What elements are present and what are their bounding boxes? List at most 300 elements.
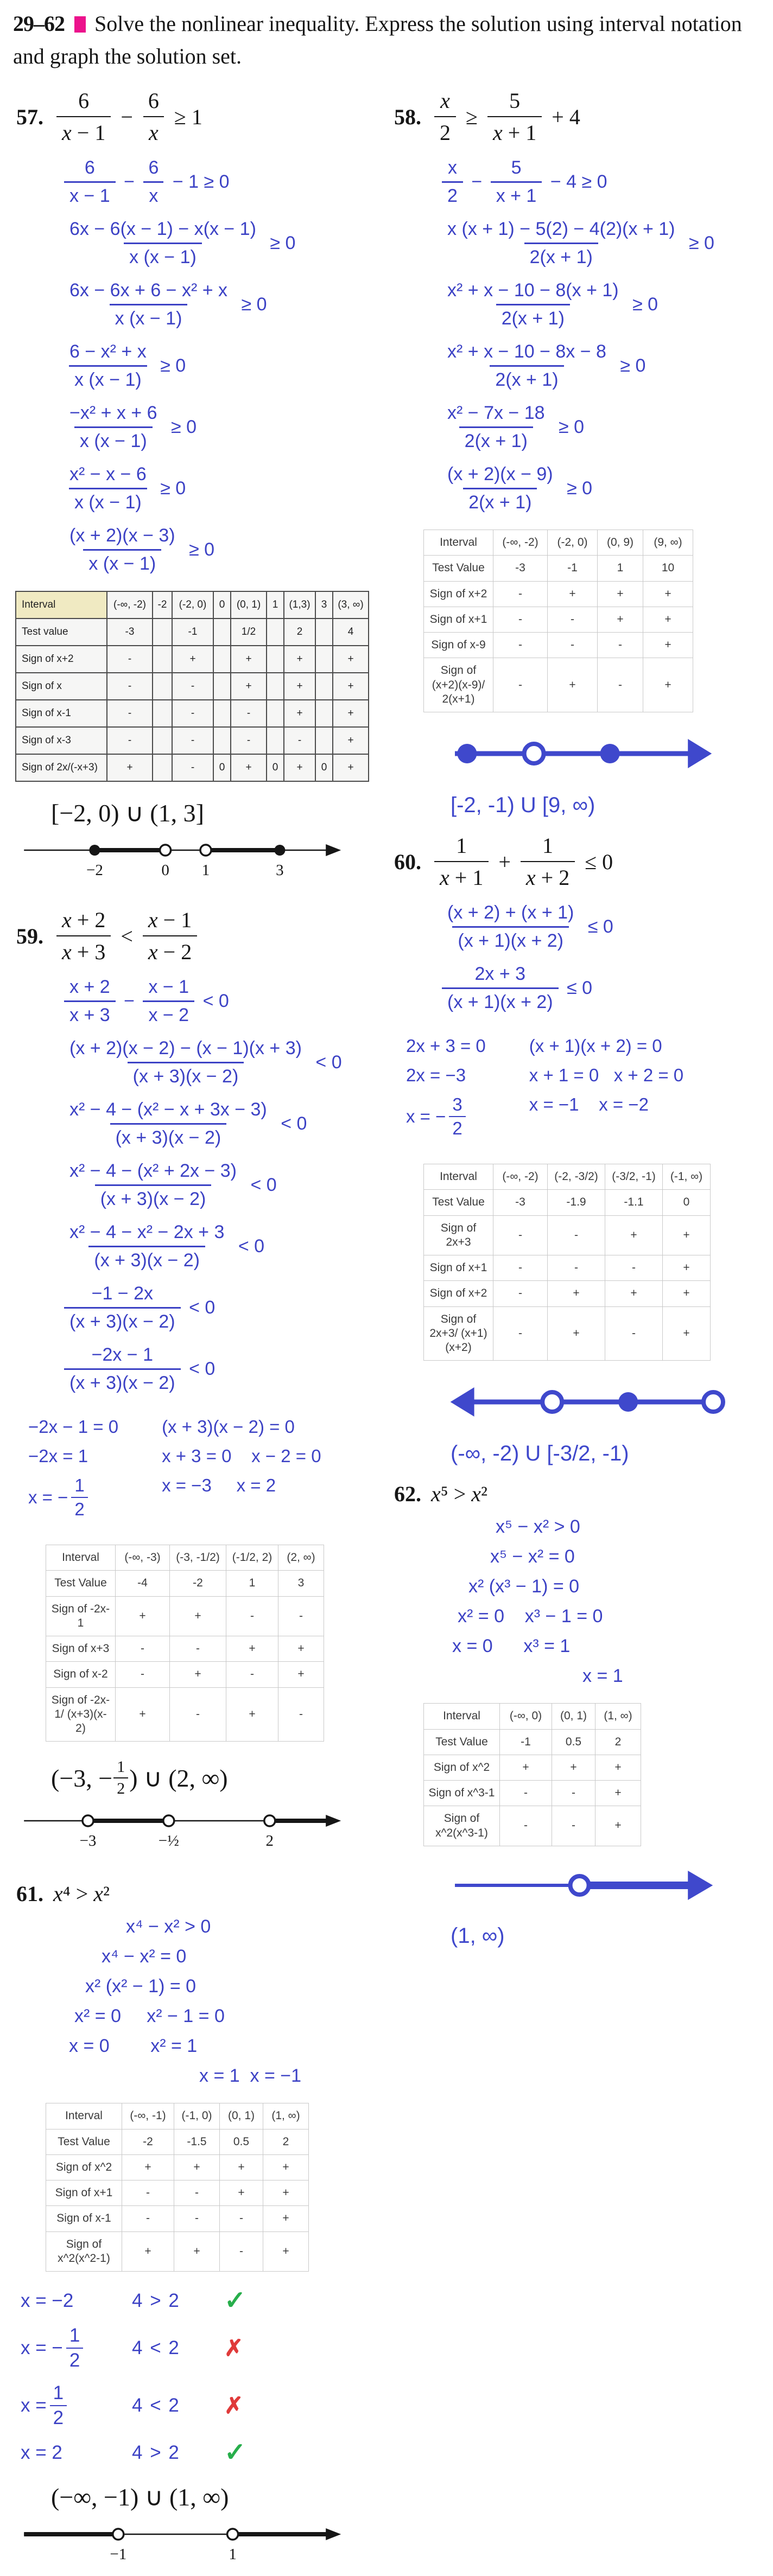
table-row-label: Interval (424, 1164, 493, 1190)
number-line (440, 731, 762, 786)
solution-interval (451, 1442, 762, 1466)
table-cell: - (107, 646, 153, 673)
sign-table (46, 2103, 309, 2272)
fraction (442, 280, 624, 329)
sign-table-wrap (13, 1545, 380, 1742)
table-cell: + (663, 1281, 711, 1306)
fraction-numerator: 5 (509, 88, 521, 113)
table-cell (267, 673, 284, 700)
math-text: (x + 1)(x + 2) = 0 (529, 1036, 662, 1056)
table-cell: - (598, 633, 643, 658)
table-cell (267, 619, 284, 646)
work-step (61, 280, 380, 329)
table-row-label: Sign of x+2 (424, 1281, 493, 1306)
problem-58 (391, 88, 762, 818)
table-cell (153, 754, 172, 781)
problem-statement (394, 88, 762, 145)
tick-label: 1 (229, 2546, 237, 2563)
table-cell: + (643, 581, 693, 607)
table-row (16, 700, 369, 727)
math-text: x = − (21, 2337, 63, 2358)
table-cell: - (284, 727, 315, 754)
table-cell: + (263, 2206, 309, 2231)
math-text: x = −1 x = −2 (529, 1094, 649, 1114)
table-cell: -2 (170, 1571, 226, 1596)
table-cell: - (172, 727, 213, 754)
sign-table-wrap (13, 591, 380, 782)
table-cell: (-3/2, -1) (605, 1164, 663, 1190)
fraction-numerator: (x + 2)(x − 2) − (x − 1)(x + 3) (69, 1038, 302, 1059)
table-cell: -1.9 (548, 1190, 605, 1215)
table-cell: (-∞, -2) (107, 591, 153, 619)
table-cell: + (548, 1306, 605, 1361)
table-cell: + (284, 673, 315, 700)
zero-solving-right (529, 1027, 683, 1147)
table-cell: + (598, 581, 643, 607)
fraction (64, 280, 233, 329)
table-row-label: Sign of x^2(x^2-1) (46, 2231, 122, 2272)
check-test-value (21, 2442, 132, 2464)
number-line-svg (21, 2517, 357, 2573)
handwritten-work (13, 977, 380, 1394)
fraction-denominator: (x + 3)(x − 2) (64, 1368, 181, 1394)
fraction (64, 157, 116, 207)
table-row (16, 646, 369, 673)
table-cell: -2 (122, 2129, 174, 2154)
table-cell (267, 646, 284, 673)
table-cell: - (107, 727, 153, 754)
math-text: x = −2 (21, 2290, 74, 2311)
table-cell: + (548, 658, 598, 712)
table-row-label: Sign of x+1 (46, 2180, 122, 2206)
work-step (439, 403, 762, 452)
math-text: x⁴ − x² > 0 (126, 1916, 211, 1937)
math-text: −2x − 1 = 0 (28, 1417, 119, 1437)
fraction-numerator: x + 2 (62, 908, 106, 932)
table-cell: - (231, 727, 267, 754)
work-step (199, 2065, 380, 2087)
fraction (521, 833, 575, 890)
math-text: x + 3 = 0 x − 2 = 0 (162, 1446, 321, 1466)
fraction-denominator: (x + 3)(x − 2) (110, 1123, 227, 1149)
fraction (442, 464, 559, 513)
math-text: ≥ 0 (614, 355, 646, 376)
math-text: − (121, 104, 133, 129)
table-row-label: Sign of 2x+3/ (x+1)(x+2) (424, 1306, 493, 1361)
math-text: ≥ 0 (627, 294, 658, 315)
table-cell: (-∞, 0) (500, 1704, 552, 1729)
table-row (424, 1255, 711, 1281)
table-cell: - (226, 1596, 278, 1636)
table-cell: + (333, 700, 369, 727)
math-text: ≤ 0 (585, 849, 613, 874)
check-comparison: 4 > 2 (132, 2442, 180, 2463)
math-text: [-2, -1) U [9, ∞) (451, 793, 595, 817)
table-cell: + (170, 1596, 226, 1636)
table-row (424, 1755, 641, 1780)
table-cell: 0 (663, 1190, 711, 1215)
handwritten-work (391, 902, 762, 1013)
work-step (61, 1344, 380, 1394)
work-step (74, 2006, 380, 2027)
exercise-range: 29–62 (13, 11, 65, 36)
fraction-numerator: x (447, 157, 457, 178)
math-text: x = − (406, 1106, 446, 1126)
table-cell: 2 (595, 1729, 641, 1755)
table-cell: - (493, 633, 548, 658)
table-cell: - (548, 1255, 605, 1281)
table-cell: - (116, 1636, 170, 1662)
check-test-value (21, 2325, 132, 2371)
table-cell: + (226, 1636, 278, 1662)
work-step (61, 525, 380, 575)
table-row-label: Interval (46, 2103, 122, 2129)
verification-row (21, 2288, 380, 2314)
table-row-label: Sign of x (16, 673, 107, 700)
zero-solving-left (28, 1408, 118, 1528)
table-cell: -1 (500, 1729, 552, 1755)
table-row (424, 1281, 711, 1306)
cross-icon: ✗ (224, 2335, 244, 2361)
table-row (16, 673, 369, 700)
fraction (442, 964, 559, 1013)
fraction-numerator: 6x − 6(x − 1) − x(x − 1) (69, 219, 256, 239)
table-cell: 1 (267, 591, 284, 619)
fraction (64, 1161, 242, 1210)
table-row (16, 591, 369, 619)
fraction-numerator: (x + 2)(x − 9) (447, 464, 553, 484)
table-row-label: Interval (46, 1545, 116, 1571)
fraction (449, 1094, 465, 1139)
table-cell: - (500, 1781, 552, 1806)
table-row (46, 1662, 324, 1687)
math-text: ≥ 0 (155, 355, 186, 376)
fraction (442, 157, 463, 207)
math-text: ≥ 0 (155, 478, 186, 499)
fraction-denominator: x − 1 (56, 116, 111, 145)
table-row (46, 1687, 324, 1742)
verification-row (21, 2440, 380, 2466)
math-text: ≤ 0 (561, 978, 593, 998)
tick-label: 1 (201, 862, 210, 879)
fraction-denominator: x + 3 (64, 1000, 116, 1026)
table-cell: - (220, 2206, 263, 2231)
fraction-denominator: x (x − 1) (83, 549, 161, 575)
fraction-denominator: x + 1 (434, 861, 489, 890)
fraction-numerator: x² + x − 10 − 8x − 8 (447, 341, 606, 362)
table-cell: (1, ∞) (263, 2103, 309, 2129)
solution-interval (51, 2482, 380, 2511)
math-text: (x + 3)(x − 2) = 0 (162, 1417, 295, 1437)
fraction (143, 977, 194, 1026)
work-step (439, 219, 762, 268)
table-cell: + (598, 607, 643, 632)
fraction (71, 1475, 87, 1520)
table-cell: + (174, 2231, 220, 2272)
sign-table-wrap (391, 530, 762, 712)
sign-table (46, 1545, 324, 1742)
table-cell: + (548, 1281, 605, 1306)
table-row (46, 2129, 309, 2154)
table-cell: + (643, 633, 693, 658)
table-cell: - (116, 1662, 170, 1687)
work-step (126, 1916, 380, 1937)
fraction (64, 403, 163, 452)
fraction-denominator: x − 2 (143, 1000, 194, 1026)
table-cell: (-2, -3/2) (548, 1164, 605, 1190)
solution-interval (51, 1758, 380, 1798)
fraction-denominator: x + 1 (487, 116, 542, 145)
table-cell: 0 (213, 754, 231, 781)
table-row-label: Sign of x+1 (424, 1255, 493, 1281)
fraction-numerator: −2x − 1 (91, 1344, 154, 1365)
work-step (61, 1038, 380, 1087)
table-cell: + (107, 754, 153, 781)
table-cell: - (170, 1687, 226, 1742)
table-row-label: Sign of x-9 (424, 633, 493, 658)
fraction-denominator: x (x − 1) (124, 243, 202, 268)
table-cell: 0 (267, 754, 284, 781)
table-cell: + (605, 1215, 663, 1255)
table-row-label: Test Value (46, 2129, 122, 2154)
open-point (264, 1815, 275, 1826)
open-point (227, 2529, 238, 2540)
problem-62 (391, 1481, 762, 1948)
fraction-numerator: 1 (53, 2382, 64, 2403)
fraction-numerator: x + 2 (69, 977, 110, 997)
arrow-right-icon (688, 739, 712, 768)
work-step (496, 1516, 762, 1538)
fraction (56, 88, 111, 145)
table-cell: (0, 9) (598, 530, 643, 556)
fraction-denominator: 2 (66, 2348, 83, 2371)
table-row (16, 754, 369, 781)
table-row-label: Interval (424, 1704, 500, 1729)
fraction-numerator: x − 1 (148, 977, 189, 997)
table-cell: + (552, 1755, 595, 1780)
table-row-label: Interval (424, 530, 493, 556)
fraction-denominator: (x + 3)(x − 2) (95, 1184, 212, 1210)
fraction-denominator: 2 (113, 1777, 128, 1798)
table-cell: 10 (643, 556, 693, 581)
table-cell: + (643, 658, 693, 712)
sign-table (423, 1164, 711, 1361)
check-test-value (21, 2382, 132, 2429)
problem-number: 61. (16, 1882, 43, 1907)
table-cell: (0, 1) (220, 2103, 263, 2129)
table-cell: + (333, 754, 369, 781)
table-cell: 1/2 (231, 619, 267, 646)
table-cell (213, 673, 231, 700)
closed-point (618, 1392, 638, 1412)
table-cell: - (500, 1806, 552, 1846)
problem-number: 60. (394, 849, 421, 874)
statement-expression (53, 88, 202, 145)
solution-interval (451, 793, 762, 818)
math-text: x² (x³ − 1) = 0 (468, 1576, 580, 1597)
math-text: − (466, 171, 487, 192)
table-cell: (1,3) (284, 591, 315, 619)
fraction-denominator: x (143, 116, 164, 145)
fraction-numerator: 6 − x² + x (69, 341, 147, 362)
solve-line (529, 1094, 683, 1115)
table-row-label: Sign of 2x/(-x+3) (16, 754, 107, 781)
table-cell (213, 727, 231, 754)
table-cell: (-2, 0) (548, 530, 598, 556)
table-cell: + (278, 1636, 324, 1662)
problem-60 (391, 833, 762, 1466)
solve-line (406, 1094, 486, 1139)
math-text: ≥ 0 (561, 478, 593, 499)
number-line-svg (440, 731, 744, 783)
fraction (442, 219, 680, 268)
sign-table (423, 530, 693, 712)
fraction (64, 1222, 230, 1271)
table-row (424, 1164, 711, 1190)
open-point (524, 744, 544, 763)
table-cell: - (493, 607, 548, 632)
work-step (439, 964, 762, 1013)
math-text: 2x = −3 (406, 1065, 466, 1085)
fraction (442, 341, 612, 391)
handwritten-work (391, 1516, 762, 1687)
fraction (64, 1283, 181, 1332)
math-text: ≥ 0 (183, 539, 215, 560)
fraction (143, 907, 197, 965)
table-cell: - (170, 1636, 226, 1662)
table-cell: (-3, -1/2) (170, 1545, 226, 1571)
problem-statement (16, 907, 380, 965)
problem-61 (13, 1881, 380, 2576)
table-cell: - (548, 633, 598, 658)
table-cell: 0.5 (552, 1729, 595, 1755)
table-cell: - (226, 1662, 278, 1687)
check-icon: ✓ (224, 2286, 246, 2315)
table-row-label: Test value (16, 619, 107, 646)
table-row-label: Sign of x^2 (424, 1755, 500, 1780)
table-cell: -2 (153, 591, 172, 619)
table-cell: - (122, 2206, 174, 2231)
table-cell: - (174, 2206, 220, 2231)
table-cell (213, 646, 231, 673)
table-row-label: Sign of x+3 (46, 1636, 116, 1662)
math-text: x = (21, 2395, 47, 2416)
table-row (424, 581, 693, 607)
math-text: + 4 (552, 104, 580, 129)
table-cell: 2 (263, 2129, 309, 2154)
open-point (571, 1876, 589, 1895)
fraction (64, 1038, 307, 1087)
sign-table (15, 591, 369, 782)
zero-solving (391, 1027, 762, 1147)
exercise-instructions: Solve the nonlinear inequality. Express the solution using interval notation and graph the solution set. (13, 11, 742, 68)
check-comparison: 4 < 2 (132, 2395, 180, 2416)
table-cell: + (231, 673, 267, 700)
fraction-denominator: 2(x + 1) (463, 488, 537, 513)
math-text: x² = 0 x³ − 1 = 0 (458, 1606, 603, 1627)
table-row-label: Sign of x-3 (16, 727, 107, 754)
zero-solving-right (162, 1408, 321, 1528)
table-row-label: Sign of x-1 (16, 700, 107, 727)
fraction-denominator: 2 (434, 116, 456, 145)
fraction (442, 403, 550, 452)
table-row (424, 633, 693, 658)
fraction-numerator: x² − 4 − (x² + 2x − 3) (69, 1161, 237, 1181)
math-text: + (498, 849, 511, 874)
number-line-svg (440, 1865, 744, 1914)
work-step (458, 1606, 762, 1627)
fraction-numerator: 6 (148, 157, 159, 178)
problem-number: 62. (394, 1482, 421, 1507)
number-line (440, 1379, 762, 1434)
fraction-numerator: 3 (452, 1094, 462, 1114)
math-text: x² = 0 x² − 1 = 0 (74, 2006, 225, 2027)
math-text: ≥ 0 (683, 233, 714, 253)
zero-solving-left (406, 1027, 486, 1147)
fraction-numerator: x² − x − 6 (69, 464, 147, 484)
table-row (46, 1636, 324, 1662)
check-comparison: 4 > 2 (132, 2290, 180, 2311)
fraction-denominator: (x + 1)(x + 2) (442, 987, 559, 1013)
table-cell: + (663, 1255, 711, 1281)
table-row (16, 727, 369, 754)
work-step (61, 1161, 380, 1210)
table-row-label: Sign of x-2 (46, 1662, 116, 1687)
math-text: x = − (28, 1487, 68, 1507)
math-text: x + 1 = 0 x + 2 = 0 (529, 1065, 684, 1085)
statement-expression (431, 833, 613, 890)
table-cell: - (605, 1306, 663, 1361)
table-cell: - (278, 1596, 324, 1636)
math-text: (−∞, −1) ∪ (1, ∞) (51, 2483, 229, 2511)
solve-line (162, 1417, 321, 1437)
math-text: ) ∪ (2, ∞) (129, 1764, 228, 1793)
math-text: x⁵ − x² > 0 (496, 1516, 580, 1538)
problem-statement (16, 1881, 380, 1907)
solve-line (162, 1446, 321, 1466)
table-row-label: Sign of x+2 (16, 646, 107, 673)
table-cell: -3 (493, 556, 548, 581)
table-cell (315, 673, 333, 700)
table-row (46, 2103, 309, 2129)
work-step (61, 341, 380, 391)
table-cell: + (333, 673, 369, 700)
table-cell (153, 673, 172, 700)
statement-expression (431, 88, 580, 145)
fraction (64, 219, 262, 268)
math-text: < 0 (198, 991, 229, 1011)
table-row (46, 1596, 324, 1636)
work-step (439, 157, 762, 207)
math-text: ≤ 0 (582, 916, 613, 937)
table-row-label: Interval (16, 591, 107, 619)
tick-label: 3 (276, 862, 284, 879)
fraction-numerator: 6 (148, 88, 159, 113)
math-text: x = 2 (21, 2442, 62, 2463)
table-cell: (2, ∞) (278, 1545, 324, 1571)
work-step (61, 1283, 380, 1332)
table-row (424, 1704, 641, 1729)
fraction (113, 1758, 128, 1798)
table-cell: + (595, 1781, 641, 1806)
table-cell: (3, ∞) (333, 591, 369, 619)
fraction-denominator: (x + 3)(x − 2) (88, 1246, 205, 1271)
fraction (491, 157, 542, 207)
table-cell: - (174, 2180, 220, 2206)
math-text: − (118, 171, 140, 192)
table-cell: - (107, 700, 153, 727)
math-text: < 0 (233, 1236, 265, 1257)
